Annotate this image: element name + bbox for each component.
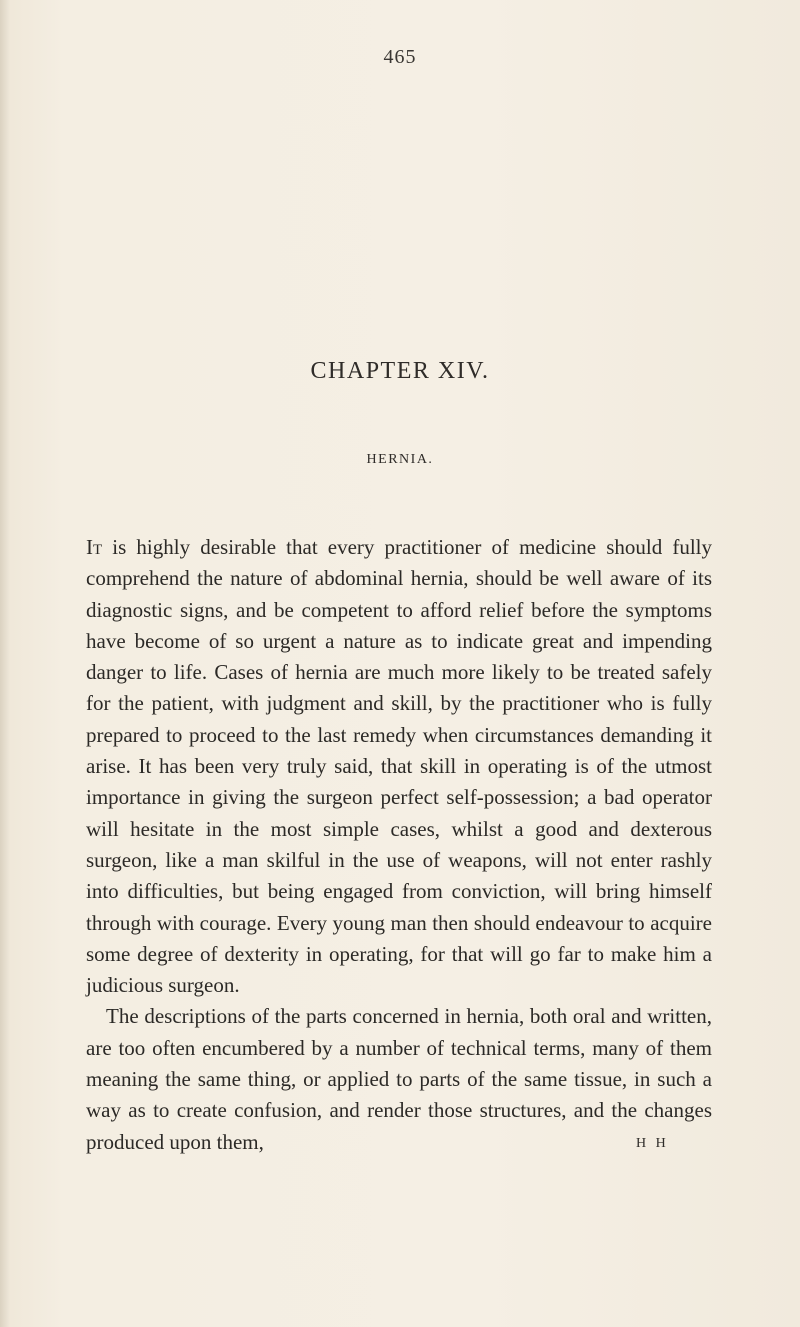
paragraph-2: The descriptions of the parts concerned in hernia, both oral and written, are too often encumbered by a number of technical terms, many of them meaning the same thing, or applied to parts of the same tissue, in such a way as to create confusion, and render those structures, and the changes produced upon them, — [86, 1004, 712, 1154]
page-edge-shadow — [0, 0, 10, 1327]
chapter-title: CHAPTER XIV. — [310, 358, 490, 384]
signature-mark: H H — [636, 1136, 669, 1151]
paragraph-1-lead: It — [86, 535, 103, 559]
body-text — [86, 532, 712, 1158]
page-number: 465 — [383, 46, 417, 68]
paragraph-1-rest: is highly desirable that every practitioner of medicine should fully comprehend the nature of abdominal hernia, should be well aware of its diagnostic signs, and be competent to afford relief before the symptoms have become of so urgent a nature as to indicate great and impending danger to life. Cases of hernia are much more likely to be treated safely for the patient, with judgment and skill, by the practitioner who is fully prepared to proceed to the last remedy when circumstances demanding it arise. It has been very truly said, that skill in operating is of the utmost importance in giving the surgeon perfect self-possession; a bad operator will hesitate in the most simple cases, whilst a good and dexterous surgeon, like a man skilful in the use of weapons, will not enter rashly into difficulties, but being engaged from conviction, will bring himself through with courage. Every young man then should endeavour to acquire some degree of dexterity in operating, for that will go far to make him a judicious surgeon. — [86, 535, 712, 998]
paragraph-1 — [86, 532, 712, 1001]
section-heading: HERNIA. — [366, 452, 434, 467]
